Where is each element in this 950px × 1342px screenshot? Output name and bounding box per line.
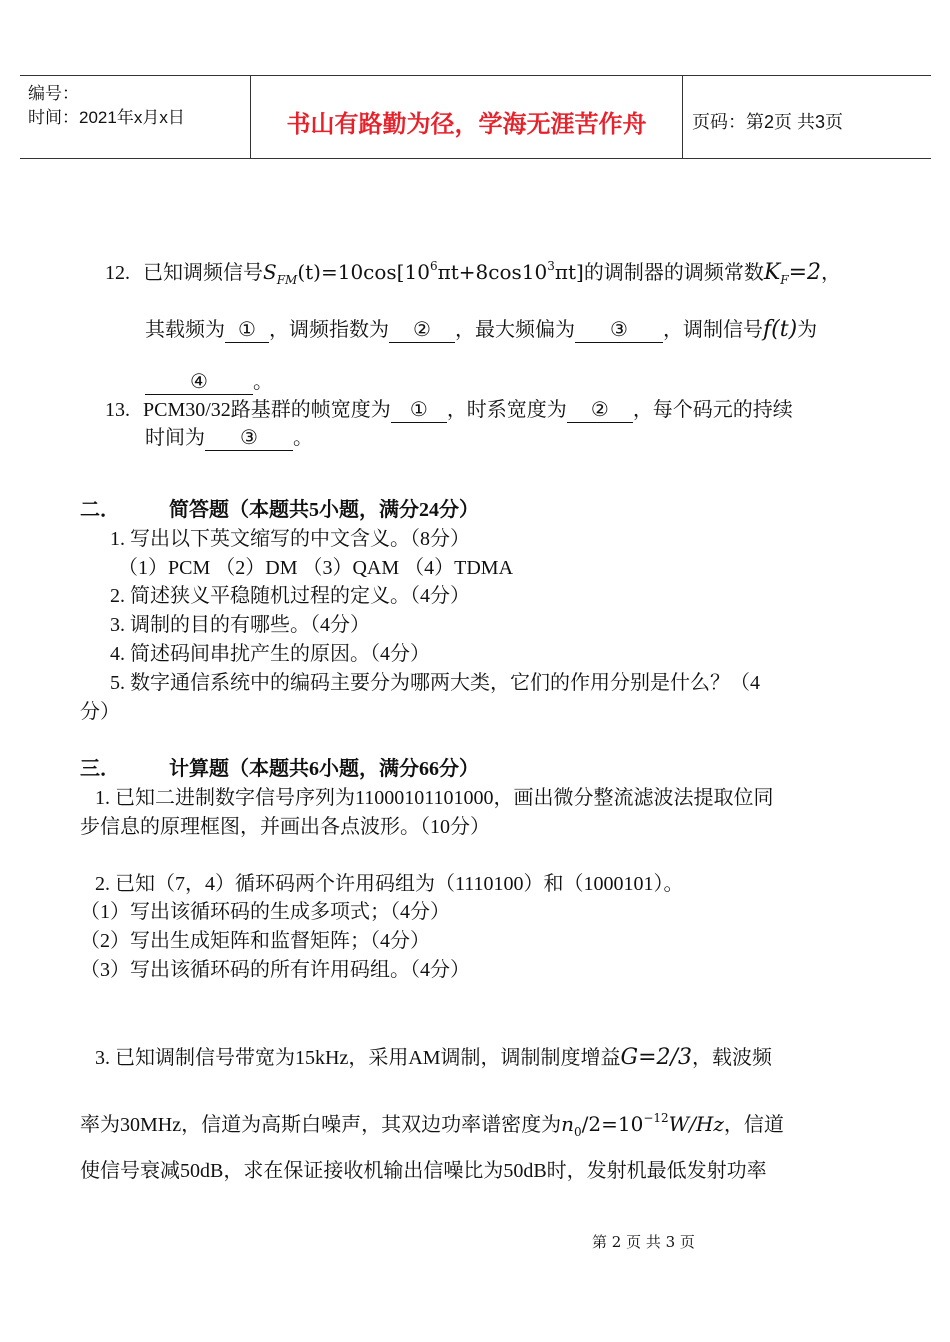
section-label: 三． (80, 758, 120, 780)
answer-blank-1[interactable]: ① (391, 398, 447, 423)
section-title: 简答题（本题共5小题，满分24分） (169, 499, 479, 521)
section-3-heading (80, 755, 479, 783)
page-footer: 第 2 页 共 3 页 (592, 1233, 695, 1251)
section-label: 二． (80, 499, 120, 521)
kf-formula: $K_F=2$ (763, 260, 822, 287)
answer-blank-2[interactable]: ② (389, 318, 455, 343)
punctuation: 。 (253, 371, 273, 393)
section-3-problem-3-line2 (80, 1110, 784, 1139)
question-text: 时间为 (145, 427, 205, 449)
header-number-label: 编号： (28, 84, 79, 103)
section-2-item: （1）PCM （2）DM （3）QAM （4）TDMA (118, 557, 514, 579)
section-title: 计算题（本题共6小题，满分66分） (169, 758, 479, 780)
punctuation: ， (821, 262, 842, 284)
question-text: ，时系宽度为 (446, 399, 567, 421)
header-time-label: 时间：2021年x月x日 (28, 108, 185, 127)
ft-formula: f(t) (763, 317, 798, 342)
question-12-line1 (105, 258, 841, 287)
gain-formula: G=2/3 (620, 1045, 692, 1070)
question-text: 已知调频信号 (143, 262, 263, 284)
header-page-label: 页码：第2页 共3页 (692, 112, 844, 132)
question-text: ，调频指数为 (269, 319, 389, 341)
question-text: PCM30/32路基群的帧宽度为 (143, 399, 391, 421)
section-2-item: 1. 写出以下英文缩写的中文含义。（8分） (110, 528, 470, 550)
section-3-problem-2: 2. 已知（7，4）循环码两个许用码组为（1110100）和（1000101）。 (95, 873, 684, 895)
header-divider (682, 76, 683, 158)
section-3-problem-2-item: （1）写出该循环码的生成多项式；（4分） (80, 901, 450, 923)
answer-blank-3[interactable]: ③ (205, 426, 293, 451)
question-12-line3 (145, 368, 273, 396)
question-text: ，信道 (723, 1114, 784, 1136)
question-text: 为 (797, 319, 818, 341)
question-text: ，载波频 (691, 1047, 772, 1069)
question-text: 3. 已知调制信号带宽为15kHz，采用AM调制，调制制度增益 (95, 1047, 621, 1069)
section-3-problem-2-item: （2）写出生成矩阵和监督矩阵；（4分） (80, 930, 430, 952)
section-2-item: 3. 调制的目的有哪些。（4分） (110, 614, 370, 636)
section-3-problem-1: 步信息的原理框图，并画出各点波形。（10分） (80, 816, 490, 838)
question-12-line2 (145, 316, 817, 344)
question-text: 的调制器的调频常数 (583, 262, 764, 284)
fm-signal-formula: $S_{FM}(t)=10\cos[10^6\pi t+8\cos 10^3\pi t]$ (263, 259, 584, 287)
section-2-heading (80, 496, 479, 524)
header-motto: 书山有路勤为径，学海无涯苦作舟 (286, 110, 647, 138)
section-3-problem-3-line3: 使信号衰减50dB，求在保证接收机输出信噪比为50dB时，发射机最低发射功率 (80, 1160, 767, 1182)
question-text: ，调制信号 (663, 319, 763, 341)
header-meta (28, 82, 185, 130)
question-text: 其载频为 (145, 319, 225, 341)
question-number: 12. (105, 262, 130, 284)
section-2-item: 5. 数字通信系统中的编码主要分为哪两大类，它们的作用分别是什么？（4 (110, 672, 760, 694)
answer-blank-3[interactable]: ③ (575, 318, 663, 343)
question-text: ，最大频偏为 (455, 319, 575, 341)
section-3-problem-3-line1 (95, 1044, 772, 1072)
section-2-item: 分） (80, 701, 120, 723)
section-3-problem-1: 1. 已知二进制数字信号序列为11000101101000，画出微分整流滤波法提取位同 (95, 787, 774, 809)
noise-psd-formula: $n_0/2=10^{-12}W/Hz$ (561, 1111, 724, 1139)
punctuation: 。 (293, 427, 313, 449)
section-3-problem-2-item: （3）写出该循环码的所有许用码组。（4分） (80, 959, 470, 981)
question-13-line2 (145, 424, 313, 452)
section-2-item: 2. 简述狭义平稳随机过程的定义。（4分） (110, 585, 470, 607)
answer-blank-4[interactable]: ④ (145, 370, 253, 395)
answer-blank-1[interactable]: ① (225, 318, 269, 343)
answer-blank-2[interactable]: ② (567, 398, 633, 423)
question-number: 13. (105, 399, 130, 421)
question-13-line1 (105, 396, 793, 424)
section-2-item: 4. 简述码间串扰产生的原因。（4分） (110, 643, 430, 665)
page-header (20, 75, 931, 159)
question-text: ，每个码元的持续 (632, 399, 793, 421)
question-text: 率为30MHz，信道为高斯白噪声，其双边功率谱密度为 (80, 1114, 562, 1136)
